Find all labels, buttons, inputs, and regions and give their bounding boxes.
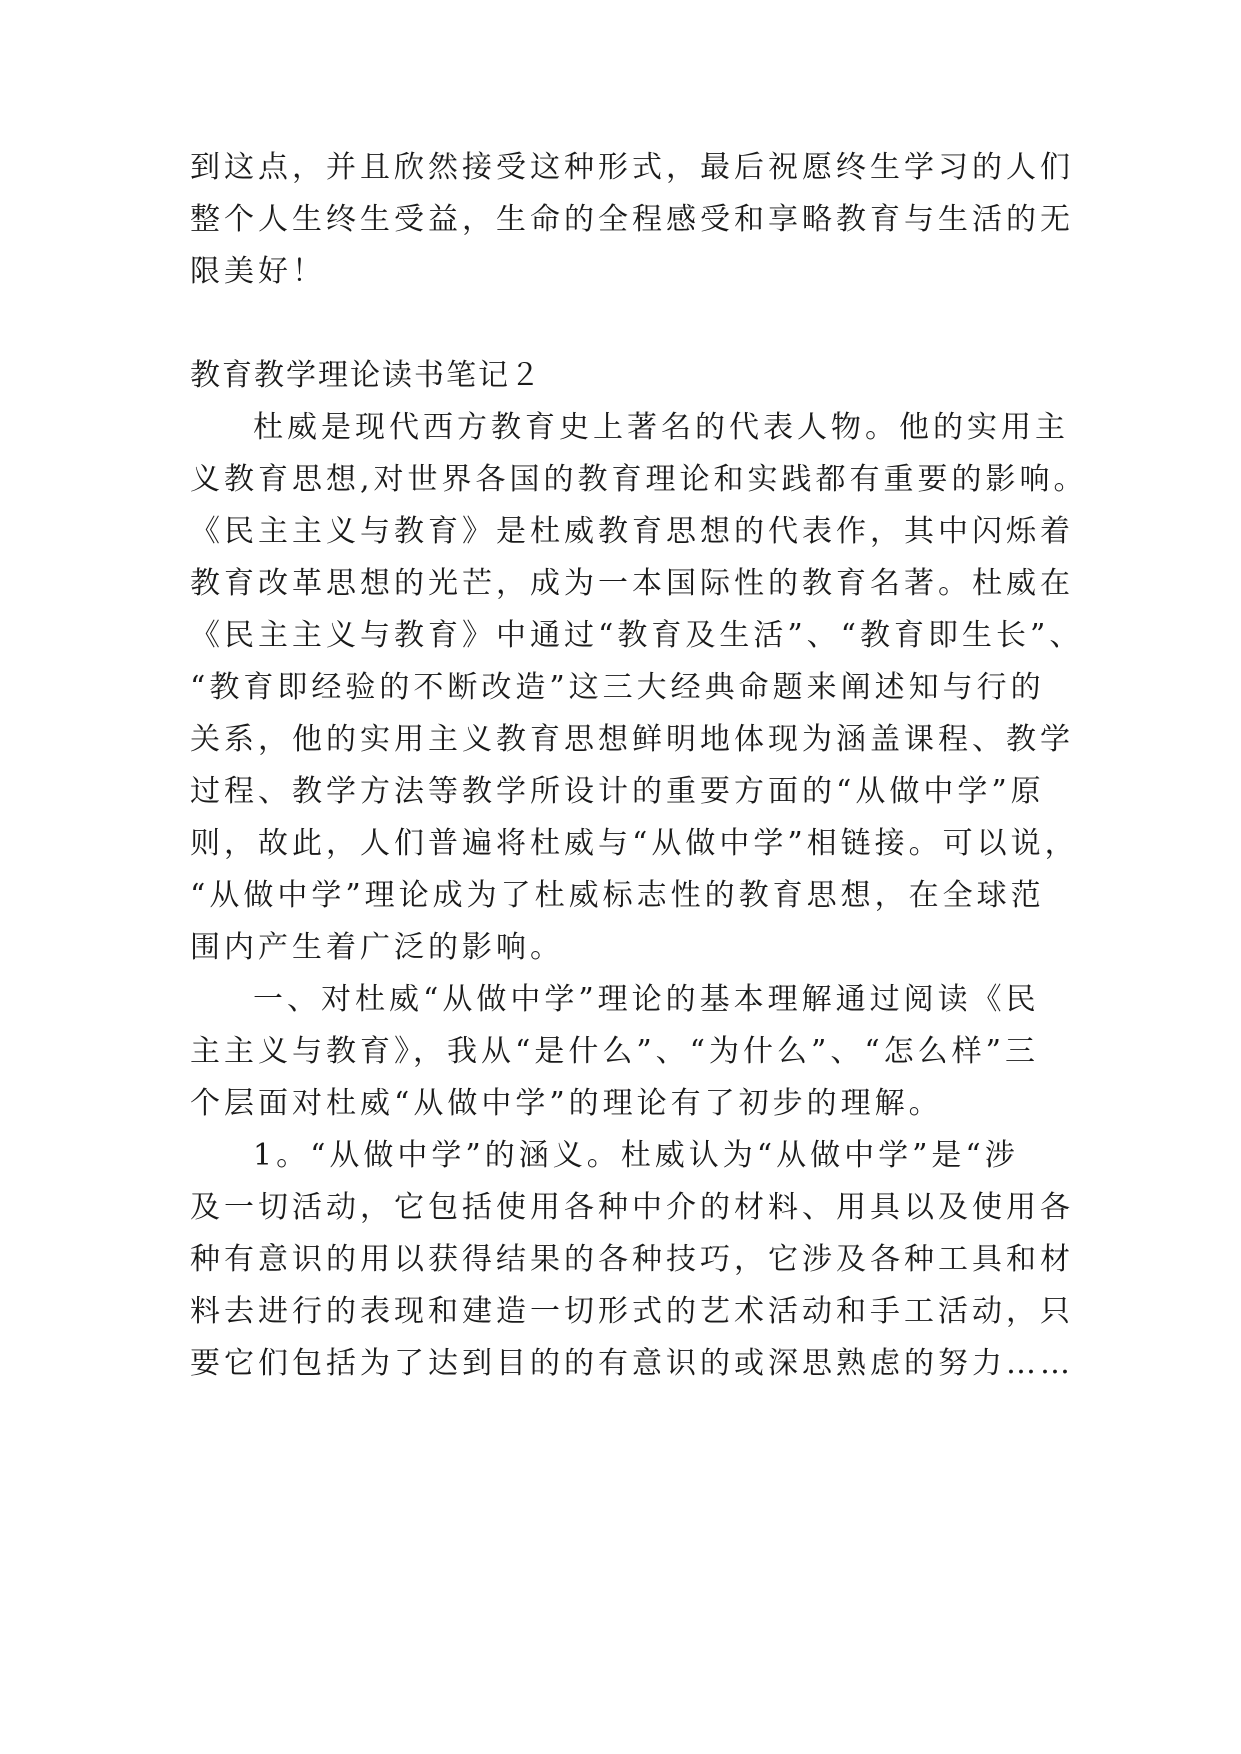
text-line: 《民主主义与教育》中通过“教育及生活”、“教育即生长”、 [190, 618, 1084, 653]
text-line: 要它们包括为了达到目的的有意识的或深思熟虑的努力…… [190, 1346, 1074, 1381]
text-line: 及一切活动，它包括使用各种中介的材料、用具以及使用各 [190, 1190, 1074, 1225]
text-line: 到这点，并且欣然接受这种形式，最后祝愿终生学习的人们 [190, 150, 1074, 185]
text-line: 则，故此，人们普遍将杜威与“从做中学”相链接。可以说， [190, 826, 1079, 861]
text-line: 围内产生着广泛的影响。 [190, 930, 564, 965]
text-line: 关系，他的实用主义教育思想鲜明地体现为涵盖课程、教学 [190, 722, 1074, 757]
text-line: 《民主主义与教育》是杜威教育思想的代表作，其中闪烁着 [190, 514, 1074, 549]
text-line: “从做中学”理论成为了杜威标志性的教育思想，在全球范 [190, 878, 1045, 913]
text-line: 义教育思想,对世界各国的教育理论和实践都有重要的影响。 [190, 462, 1088, 497]
text-line: 种有意识的用以获得结果的各种技巧，它涉及各种工具和材 [190, 1242, 1074, 1277]
text-line: 杜威是现代西方教育史上著名的代表人物。他的实用主 [253, 410, 1069, 445]
section-title: 教育教学理论读书笔记２ [190, 358, 542, 393]
text-line: 教育改革思想的光芒，成为一本国际性的教育名著。杜威在 [190, 566, 1074, 601]
text-line: 整个人生终生受益，生命的全程感受和享略教育与生活的无 [190, 202, 1074, 237]
text-line: 过程、教学方法等教学所设计的重要方面的“从做中学”原 [190, 774, 1045, 809]
text-line: 一、对杜威“从做中学”理论的基本理解通过阅读《民 [253, 982, 1040, 1017]
text-line: 1。“从做中学”的涵义。杜威认为“从做中学”是“涉 [253, 1138, 1019, 1173]
text-line: “教育即经验的不断改造”这三大经典命题来阐述知与行的 [190, 670, 1045, 705]
text-line: 主主义与教育》，我从“是什么”、“为什么”、“怎么样”三 [190, 1034, 1040, 1069]
text-line: 料去进行的表现和建造一切形式的艺术活动和手工活动，只 [190, 1294, 1074, 1329]
text-line: 个层面对杜威“从做中学”的理论有了初步的理解。 [190, 1086, 943, 1121]
text-line: 限美好！ [190, 254, 326, 289]
